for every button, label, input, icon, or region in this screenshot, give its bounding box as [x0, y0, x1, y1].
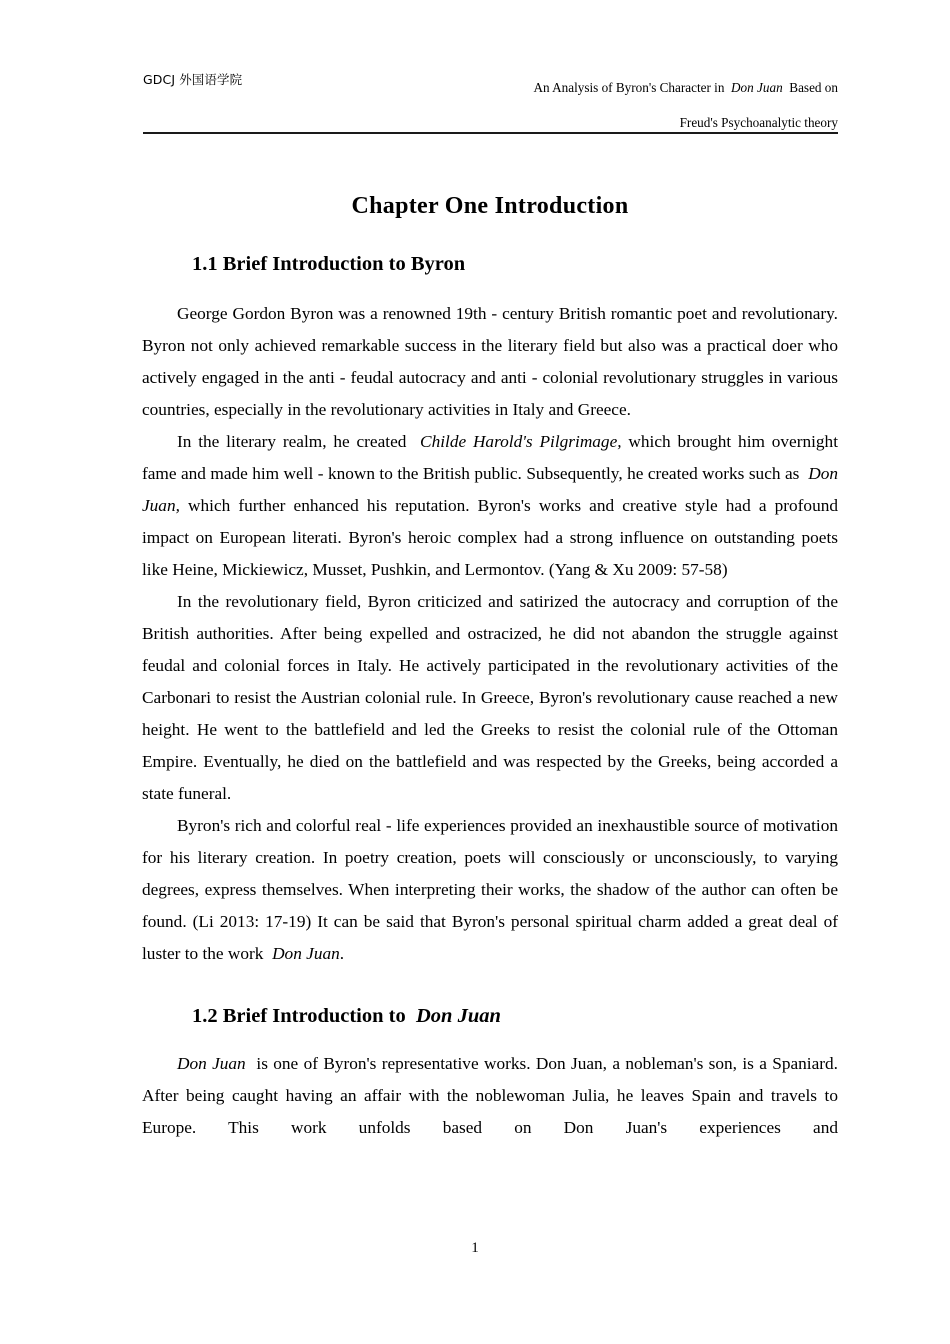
- par2-work-don-juan: Don Juan,: [142, 464, 838, 515]
- par4-work-don-juan: Don Juan: [272, 944, 340, 963]
- section-1-2-work-don-juan: Don Juan: [415, 1005, 501, 1027]
- page-number: 1: [471, 1240, 479, 1256]
- section-heading-1-1: 1.1 Brief Introduction to Byron: [192, 253, 466, 275]
- paragraph-byron-overview: George Gordon Byron was a renowned 19th - century British romantic poet and revolutionary. Byron not only achieved remarkable success in the literary field but also was a practical doer who actively engaged in the anti - feudal autocracy and anti - colonial revolutionary struggles in various countries, especially in the revolutionary activities in Italy and Greece.: [142, 304, 838, 419]
- par2-text-a: In the literary realm, he created: [177, 432, 407, 451]
- paragraph-spiritual-charm: [142, 810, 838, 970]
- page-header: [143, 70, 838, 140]
- paragraph-don-juan-summary: [142, 1048, 838, 1176]
- header-title-line-1: [418, 70, 838, 105]
- par4-text-a: Byron's rich and colorful real - life experiences provided an inexhaustible source of motivation for his literary creation. In poetry creation, poets will consciously or unconsciously, to varying degrees, express themselves. When interpreting their works, the shadow of the author can often be found. (Li 2013: 17-19) It can be said that Byron's personal spiritual charm added a great deal of luster to the work: [142, 816, 838, 963]
- header-row: [143, 70, 838, 140]
- header-thesis-title: [418, 70, 838, 140]
- paragraph-revolutionary-field: In the revolutionary field, Byron criticized and satirized the autocracy and corruption of the British authorities. After being expelled and ostracized, he did not abandon the struggle against feudal and colonial forces in Italy. He actively participated in the revolutionary activities of the Carbonari to resist the Austrian colonial rule. In Greece, Byron's revolutionary cause reached a new height. He went to the battlefield and led the Greeks to resist the colonial rule of the Ottoman Empire. Eventually, he died on the battlefield and was respected by the Greeks, being accorded a state funeral.: [142, 592, 838, 803]
- par2-work-childe-harold: Childe Harold's Pilgrimage,: [420, 432, 622, 451]
- chapter-title: Chapter One Introduction: [351, 193, 629, 219]
- paragraph-literary-realm: [142, 426, 838, 586]
- header-title-text-a: An Analysis of Byron's Character in: [533, 80, 725, 95]
- header-title-line-2: Freud's Psychoanalytic theory: [679, 115, 838, 130]
- document-body: [142, 190, 838, 1176]
- section-heading-1-2: [142, 1000, 838, 1032]
- par2-text-c: which further enhanced his reputation. Byron's works and creative style had a profound impact on European literati. Byron's heroic complex had a strong influence on outstanding poets like Heine, Mickiewicz, Musset, Pushkin, and Lermontov. (Yang & Xu 2009: 57-58): [142, 496, 838, 579]
- par5-text: is one of Byron's representative works. Don Juan, a nobleman's son, is a Spaniard. After being caught having an affair with the noblewoman Julia, he leaves Spain and travels to Europe. This work unfolds based on Don Juan's experiences and: [142, 1054, 838, 1137]
- header-title-text-b: Based on: [789, 80, 838, 95]
- header-institution: GDCJ 外国语学院: [143, 72, 243, 87]
- par5-work-don-juan: Don Juan: [177, 1054, 246, 1073]
- section-1-2-text: 1.2 Brief Introduction to: [192, 1005, 406, 1027]
- par2-text-b: which brought him overnight fame and made him well - known to the British public. Subsequently, he created works such as: [142, 432, 838, 483]
- header-title-work: Don Juan: [731, 80, 783, 95]
- header-divider-rule: [143, 132, 838, 134]
- par4-text-b: .: [339, 944, 345, 963]
